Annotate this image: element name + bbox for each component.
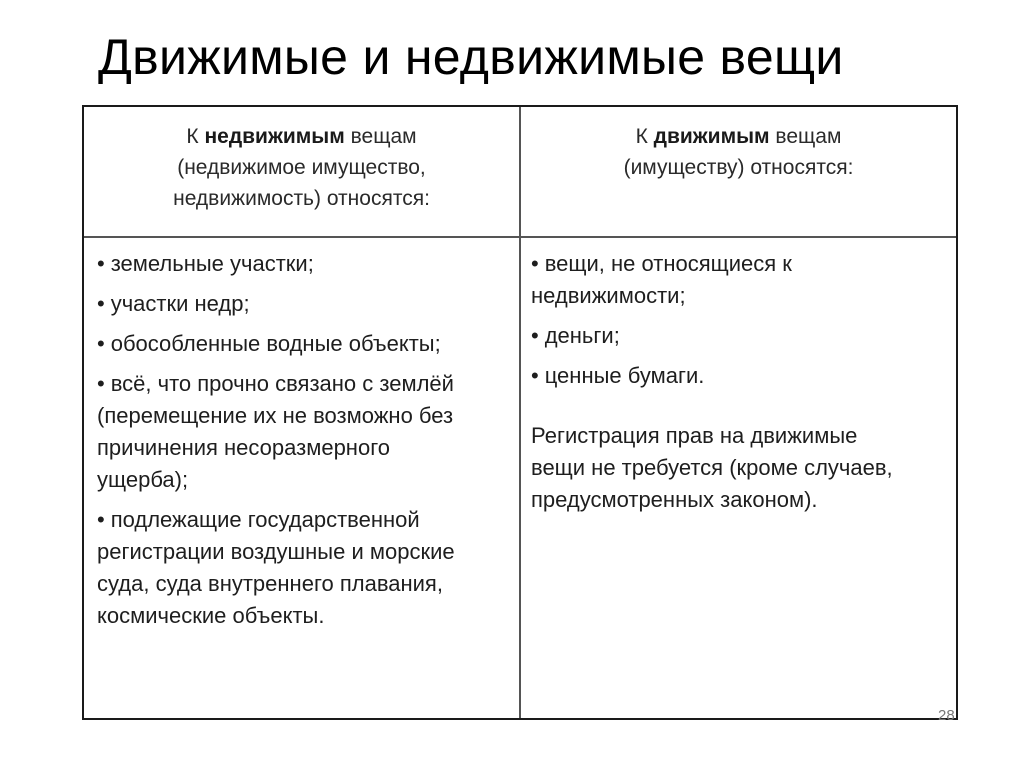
movable-header-cell	[521, 107, 956, 238]
immovable-header-line-2: (недвижимое имущество,	[177, 156, 426, 179]
movable-list-cell	[521, 238, 956, 718]
list-item: • вещи, не относящиеся к недвижимости;	[531, 251, 792, 308]
list-item: • ценные бумаги.	[531, 363, 705, 388]
bullet-icon: •	[531, 251, 539, 276]
slide-title: Движимые и недвижимые вещи	[98, 29, 844, 85]
list-item: • подлежащие государственной регистрации воздушные и морские суда, суда внутреннего плавания, космические объекты.	[97, 507, 455, 628]
immovable-header-cell	[84, 107, 521, 238]
page-number: 28	[938, 707, 955, 724]
movable-header	[521, 107, 956, 183]
movable-header-line-1: К движимым вещам	[635, 125, 842, 148]
immovable-list-cell	[84, 238, 521, 718]
bullet-icon: •	[97, 251, 105, 276]
immovable-header	[84, 107, 519, 214]
movable-list	[521, 238, 956, 392]
bullet-icon: •	[531, 323, 539, 348]
immovable-list	[84, 238, 519, 632]
bullet-icon: •	[97, 507, 105, 532]
immovable-header-line-3: недвижимость) относятся:	[173, 187, 430, 210]
comparison-table	[82, 105, 958, 720]
list-item: • обособленные водные объекты;	[97, 331, 441, 356]
registration-note: Регистрация прав на движимые вещи не требуется (кроме случаев, предусмотренных законом).	[531, 423, 893, 512]
bullet-icon: •	[531, 363, 539, 388]
bullet-icon: •	[97, 371, 105, 396]
immovable-keyword: недвижимым	[204, 125, 345, 148]
immovable-header-line-1: К недвижимым вещам	[186, 125, 417, 148]
list-item: • земельные участки;	[97, 251, 314, 276]
list-item: • всё, что прочно связано с землёй (перемещение их не возможно без причинения несоразмерного ущерба);	[97, 371, 454, 492]
list-item: • деньги;	[531, 323, 620, 348]
bullet-icon: •	[97, 331, 105, 356]
movable-header-line-2: (имуществу) относятся:	[623, 156, 854, 179]
bullet-icon: •	[97, 291, 105, 316]
list-item: • участки недр;	[97, 291, 250, 316]
movable-keyword: движимым	[653, 125, 770, 148]
